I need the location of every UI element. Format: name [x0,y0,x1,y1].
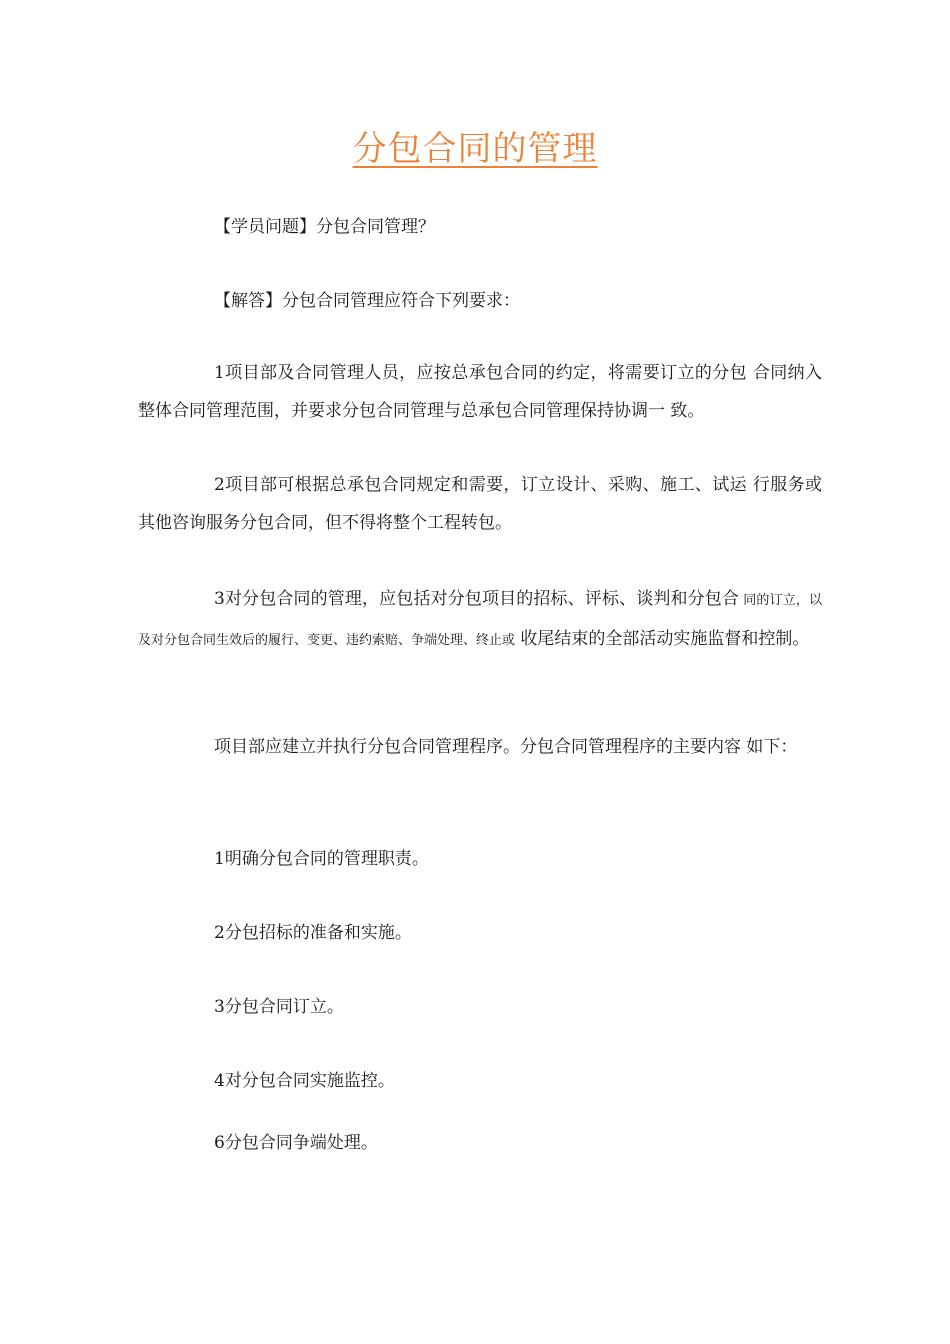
procedure-item: 1明确分包合同的管理职责。 [214,849,429,869]
requirement-3 [138,580,822,660]
requirement-3-part1: 3对分包合同的管理，应包括对分包项目的招标、评标、谈判和分包合 [214,589,740,609]
question-line: 【学员问题】分包合同管理？ [214,217,435,237]
requirement-3-small-text: 同的订立，以及对分包合同生效后的履行、变更、违约索赔、争端处理、终止或 [138,593,822,648]
procedure-intro: 项目部应建立并执行分包合同管理程序。分包合同管理程序的主要内容 如下： [214,737,798,757]
requirement-3-part2: 收尾结束的全部活动实施监督和控制。 [515,629,810,649]
procedure-item: 2分包招标的准备和实施。 [214,923,412,943]
requirement-1: 1项目部及合同管理人员，应按总承包合同的约定，将需要订立的分包 合同纳入整体合同管理范围，并要求分包合同管理与总承包合同管理保持协调一 致。 [138,363,822,421]
procedure-item: 4对分包合同实施监控。 [214,1071,395,1091]
procedure-item: 6分包合同争端处理。 [214,1133,378,1153]
document-title: 分包合同的管理 [352,129,598,169]
answer-intro: 【解答】分包合同管理应符合下列要求： [214,291,520,311]
procedure-item: 3分包合同订立。 [214,997,344,1017]
requirement-2: 2项目部可根据总承包合同规定和需要，订立设计、采购、施工、试运 行服务或其他咨询服务分包合同，但不得将整个工程转包。 [138,475,822,533]
